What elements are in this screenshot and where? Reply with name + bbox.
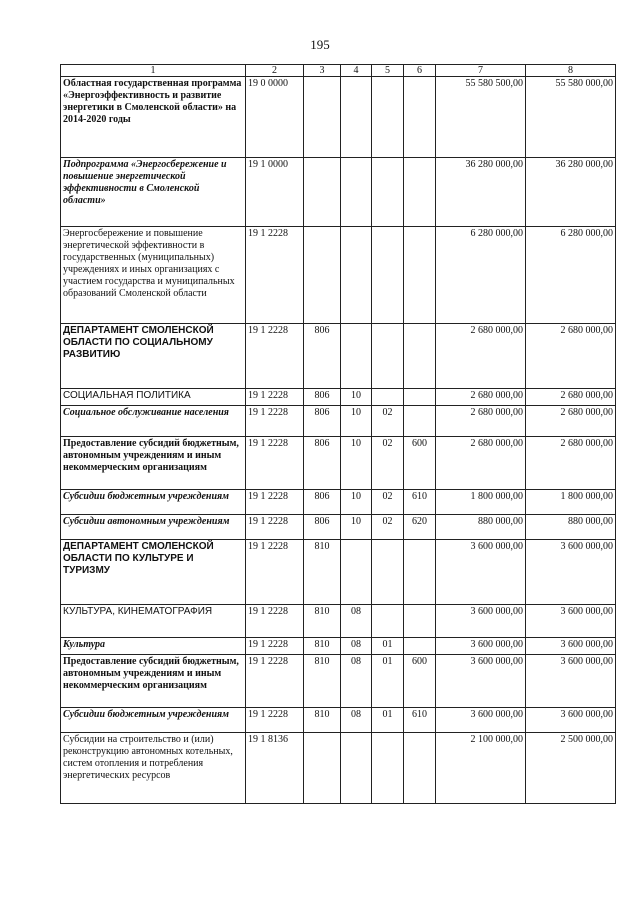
target-article-cell: 19 1 2228 — [246, 515, 304, 540]
amount-cell: 3 600 000,00 — [436, 605, 526, 638]
expense-type-cell — [404, 227, 436, 324]
amount-cell: 2 680 000,00 — [436, 389, 526, 406]
table-row — [61, 324, 616, 389]
target-article-cell: 19 1 2228 — [246, 638, 304, 655]
subsection-code-cell: 01 — [372, 708, 404, 733]
row-name-cell: Культура — [61, 638, 246, 655]
column-header: 3 — [304, 65, 341, 77]
row-name-cell: Предоставление субсидий бюджетным, автономным учреждениям и иным некоммерческим организациям — [61, 655, 246, 708]
ministry-code-cell: 806 — [304, 515, 341, 540]
row-name-cell: Энергосбережение и повышение энергетической эффективности в государственных (муниципальных) учреждениях и иных организациях с участием государства и муниципальных образований Смоленской области — [61, 227, 246, 324]
amount-cell: 1 800 000,00 — [526, 490, 616, 515]
amount-cell: 3 600 000,00 — [526, 540, 616, 605]
expense-type-cell: 600 — [404, 655, 436, 708]
section-code-cell: 08 — [341, 638, 372, 655]
amount-cell: 1 800 000,00 — [436, 490, 526, 515]
ministry-code-cell — [304, 158, 341, 227]
expense-type-cell — [404, 733, 436, 804]
section-code-cell — [341, 77, 372, 158]
target-article-cell: 19 1 2228 — [246, 605, 304, 638]
target-article-cell: 19 1 2228 — [246, 655, 304, 708]
column-header: 1 — [61, 65, 246, 77]
target-article-cell: 19 1 2228 — [246, 708, 304, 733]
amount-cell: 36 280 000,00 — [526, 158, 616, 227]
amount-cell: 3 600 000,00 — [526, 655, 616, 708]
subsection-code-cell: 02 — [372, 515, 404, 540]
amount-cell: 2 680 000,00 — [526, 324, 616, 389]
subsection-code-cell: 01 — [372, 638, 404, 655]
section-code-cell: 10 — [341, 437, 372, 490]
expense-type-cell — [404, 77, 436, 158]
row-name-cell: Субсидии на строительство и (или) реконструкцию автономных котельных, систем отопления и потребления энергетических ресурсов — [61, 733, 246, 804]
ministry-code-cell: 806 — [304, 389, 341, 406]
amount-cell: 3 600 000,00 — [436, 638, 526, 655]
column-header: 2 — [246, 65, 304, 77]
amount-cell: 2 680 000,00 — [526, 389, 616, 406]
target-article-cell: 19 1 2228 — [246, 490, 304, 515]
section-code-cell — [341, 324, 372, 389]
ministry-code-cell: 810 — [304, 655, 341, 708]
section-code-cell: 08 — [341, 605, 372, 638]
table-row — [61, 605, 616, 638]
section-code-cell: 10 — [341, 515, 372, 540]
table-row — [61, 638, 616, 655]
amount-cell: 3 600 000,00 — [436, 708, 526, 733]
target-article-cell: 19 1 2228 — [246, 389, 304, 406]
subsection-code-cell: 02 — [372, 490, 404, 515]
target-article-cell: 19 1 8136 — [246, 733, 304, 804]
ministry-code-cell — [304, 733, 341, 804]
row-name-cell: СОЦИАЛЬНАЯ ПОЛИТИКА — [61, 389, 246, 406]
section-code-cell — [341, 733, 372, 804]
ministry-code-cell: 810 — [304, 708, 341, 733]
table-row — [61, 655, 616, 708]
column-header: 6 — [404, 65, 436, 77]
subsection-code-cell: 02 — [372, 406, 404, 437]
amount-cell: 3 600 000,00 — [526, 638, 616, 655]
amount-cell: 2 680 000,00 — [436, 324, 526, 389]
row-name-cell: Предоставление субсидий бюджетным, автономным учреждениям и иным некоммерческим организациям — [61, 437, 246, 490]
column-header: 7 — [436, 65, 526, 77]
table-row — [61, 708, 616, 733]
ministry-code-cell: 810 — [304, 638, 341, 655]
row-name-cell: Подпрограмма «Энергосбережение и повышение энергетической эффективности в Смоленской области» — [61, 158, 246, 227]
amount-cell: 2 680 000,00 — [436, 406, 526, 437]
section-code-cell: 10 — [341, 389, 372, 406]
row-name-cell: КУЛЬТУРА, КИНЕМАТОГРАФИЯ — [61, 605, 246, 638]
expense-type-cell: 610 — [404, 708, 436, 733]
row-name-cell: Социальное обслуживание населения — [61, 406, 246, 437]
subsection-code-cell — [372, 324, 404, 389]
target-article-cell: 19 1 2228 — [246, 227, 304, 324]
amount-cell: 2 680 000,00 — [526, 437, 616, 490]
amount-cell: 3 600 000,00 — [526, 605, 616, 638]
amount-cell: 3 600 000,00 — [526, 708, 616, 733]
amount-cell: 55 580 000,00 — [526, 77, 616, 158]
target-article-cell: 19 1 2228 — [246, 437, 304, 490]
amount-cell: 2 100 000,00 — [436, 733, 526, 804]
subsection-code-cell: 01 — [372, 655, 404, 708]
subsection-code-cell — [372, 77, 404, 158]
budget-table — [60, 64, 616, 804]
amount-cell: 2 500 000,00 — [526, 733, 616, 804]
subsection-code-cell — [372, 540, 404, 605]
ministry-code-cell: 810 — [304, 605, 341, 638]
amount-cell: 3 600 000,00 — [436, 540, 526, 605]
amount-cell: 55 580 500,00 — [436, 77, 526, 158]
expense-type-cell — [404, 540, 436, 605]
table-row — [61, 389, 616, 406]
ministry-code-cell: 806 — [304, 490, 341, 515]
column-header: 8 — [526, 65, 616, 77]
amount-cell: 880 000,00 — [526, 515, 616, 540]
expense-type-cell — [404, 406, 436, 437]
column-header: 5 — [372, 65, 404, 77]
table-row — [61, 540, 616, 605]
table-row — [61, 406, 616, 437]
subsection-code-cell — [372, 227, 404, 324]
subsection-code-cell — [372, 158, 404, 227]
row-name-cell: Областная государственная программа «Энергоэффективность и развитие энергетики в Смоленской области» на 2014-2020 годы — [61, 77, 246, 158]
expense-type-cell: 620 — [404, 515, 436, 540]
subsection-code-cell — [372, 389, 404, 406]
table-row — [61, 733, 616, 804]
column-header: 4 — [341, 65, 372, 77]
row-name-cell: Субсидии бюджетным учреждениям — [61, 490, 246, 515]
target-article-cell: 19 1 2228 — [246, 540, 304, 605]
ministry-code-cell — [304, 77, 341, 158]
amount-cell: 36 280 000,00 — [436, 158, 526, 227]
ministry-code-cell — [304, 227, 341, 324]
expense-type-cell — [404, 324, 436, 389]
target-article-cell: 19 1 0000 — [246, 158, 304, 227]
expense-type-cell — [404, 605, 436, 638]
expense-type-cell — [404, 158, 436, 227]
ministry-code-cell: 806 — [304, 324, 341, 389]
row-name-cell: Субсидии бюджетным учреждениям — [61, 708, 246, 733]
table-row — [61, 437, 616, 490]
table-row — [61, 490, 616, 515]
ministry-code-cell: 806 — [304, 437, 341, 490]
row-name-cell: Субсидии автономным учреждениям — [61, 515, 246, 540]
amount-cell: 2 680 000,00 — [526, 406, 616, 437]
section-code-cell: 10 — [341, 406, 372, 437]
subsection-code-cell — [372, 605, 404, 638]
ministry-code-cell: 806 — [304, 406, 341, 437]
amount-cell: 3 600 000,00 — [436, 655, 526, 708]
section-code-cell — [341, 227, 372, 324]
subsection-code-cell: 02 — [372, 437, 404, 490]
table-row — [61, 158, 616, 227]
target-article-cell: 19 1 2228 — [246, 406, 304, 437]
expense-type-cell — [404, 389, 436, 406]
table-body — [61, 77, 616, 804]
amount-cell: 880 000,00 — [436, 515, 526, 540]
page-number: 195 — [310, 37, 330, 52]
target-article-cell: 19 0 0000 — [246, 77, 304, 158]
section-code-cell: 08 — [341, 655, 372, 708]
subsection-code-cell — [372, 733, 404, 804]
row-name-cell: ДЕПАРТАМЕНТ СМОЛЕНСКОЙ ОБЛАСТИ ПО КУЛЬТУРЕ И ТУРИЗМУ — [61, 540, 246, 605]
amount-cell: 2 680 000,00 — [436, 437, 526, 490]
expense-type-cell — [404, 638, 436, 655]
amount-cell: 6 280 000,00 — [526, 227, 616, 324]
expense-type-cell: 600 — [404, 437, 436, 490]
expense-type-cell: 610 — [404, 490, 436, 515]
ministry-code-cell: 810 — [304, 540, 341, 605]
table-row — [61, 515, 616, 540]
table-row — [61, 77, 616, 158]
header-row — [61, 65, 616, 77]
amount-cell: 6 280 000,00 — [436, 227, 526, 324]
section-code-cell: 08 — [341, 708, 372, 733]
section-code-cell: 10 — [341, 490, 372, 515]
target-article-cell: 19 1 2228 — [246, 324, 304, 389]
section-code-cell — [341, 158, 372, 227]
table-row — [61, 227, 616, 324]
section-code-cell — [341, 540, 372, 605]
row-name-cell: ДЕПАРТАМЕНТ СМОЛЕНСКОЙ ОБЛАСТИ ПО СОЦИАЛЬНОМУ РАЗВИТИЮ — [61, 324, 246, 389]
